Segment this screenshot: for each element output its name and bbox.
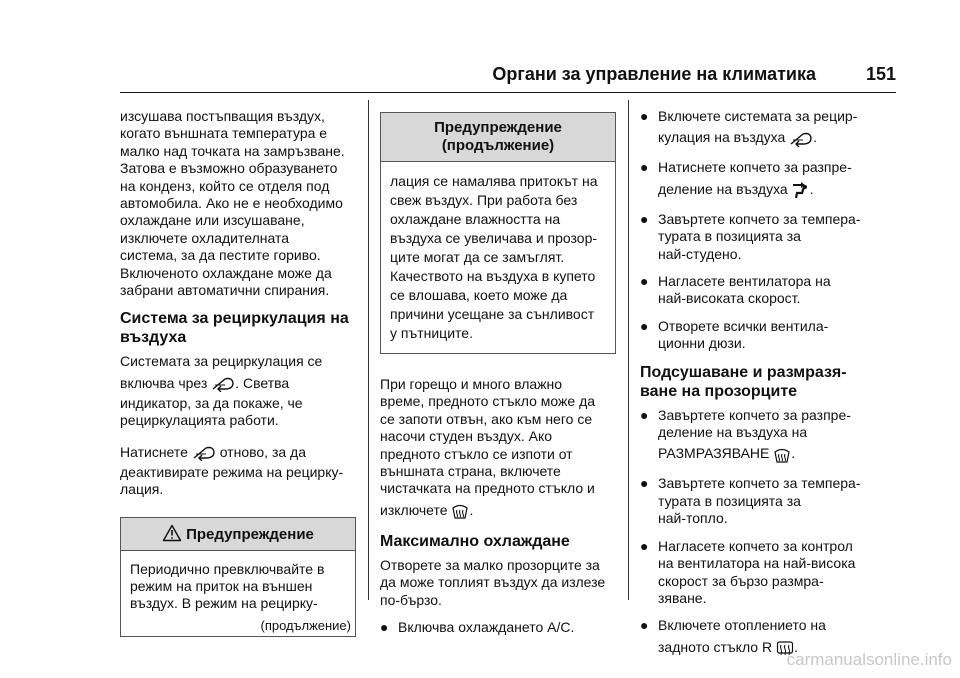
header-divider [120,92,896,93]
recirculation-off-paragraph: Натиснете отново, за да деактивирате режима на рецирку- лация. [120,443,344,498]
list-item: ● Включете системата за рецир- кулация на въздуха . [640,108,880,149]
list-item: ● Завъртете копчето за темпера- турата в позицията за най-студено. [640,210,861,262]
page-number: 151 [865,64,896,84]
windshield-defrost-icon [773,447,791,463]
column-divider-1 [368,100,369,600]
recirculation-icon [789,131,813,147]
section-heading-max-cooling: Максимално охлаждане [380,532,570,550]
column-1 [120,108,356,637]
warning-triangle-icon [162,524,182,542]
list-item: ● Нагласете вентилатора на най-високата скорост. [640,273,831,307]
list-item: ● Включете отоплението на задното стъкло R . [640,617,880,658]
warning-box-continued [380,112,616,354]
recirculation-paragraph: Системата за рециркулация се включва чрез . Светва индикатор, за да покаже, че рециркулацията работи. [120,353,323,429]
bullet-icon: ● [640,273,649,290]
bullet-icon: ● [380,619,389,636]
recirculation-icon [211,376,235,392]
bullet-icon: ● [640,159,649,176]
bullet-icon: ● [640,475,649,492]
bullet-icon: ● [640,108,649,124]
column-2 [380,108,616,646]
section-heading-defrost: Подсушаване и размразя- ване на прозорците [640,363,847,400]
warning-header: Предупреждение [121,518,355,551]
bullet-icon: ● [640,210,649,227]
bullet-icon: ● [640,537,649,554]
list-item: ● Завъртете копчето за разпре- деление на въздуха на РАЗМРАЗЯВАНЕ . [640,407,880,466]
watermark-text: carmanualsonline.info [786,650,952,669]
warning-body: лация се намалява притокът на свеж въздух. При работа без охлаждане влажността на въздуха се увеличава и прозор- ците могат да се замъглят. Качеството на въздуха в купето се влошава, което може да причини усещане за сънливост у пътниците. [390,173,598,341]
column-divider-2 [628,100,629,600]
list-item: ● Завъртете копчето за темпера- турата в позицията за най-топло. [640,475,861,527]
bullet-icon: ● [640,317,649,334]
bullet-icon: ● [640,617,649,634]
max-cooling-paragraph: Отворете за малко прозорците за да може топлият въздух да излезе по-бързо. [380,556,606,608]
fog-paragraph: При горещо и много влажно време, предното стъкло може да се запоти отвън, ако към него се насочи студен въздух. Ако предното стъкло се изпоти от външната страна, включете чистачката на предното стъкло и изключете . [380,376,596,518]
intro-paragraph: изсушава постъпващия въздух, когато външната температура е малко над точката на замръзване. Затова е възможно образуването на конденз, който се отделя под автомобила. Ако не е необходимо охлаждане или изсушаване, изключете охладителната система, за да пестите гориво. Включеното охлаждане може да забрани автоматични спирания. [120,108,345,299]
list-item: ● Натиснете копчето за разпре- деление на въздуха . [640,159,880,200]
page-title: Органи за управление на климатика [492,64,816,84]
warning-body: Периодично превключвайте в режим на приток на външен въздух. В режим на рецирку- [130,560,325,612]
continued-note: (продължение) [260,617,351,633]
warning-header: Предупреждение (продължение) [381,113,615,162]
recirculation-icon [192,445,216,461]
section-heading-recirculation: Система за рециркулация на въздуха [120,310,349,347]
bullet-icon: ● [640,406,649,423]
list-item: ● Нагласете копчето за контрол на вентилатора на най-висока скорост за бързо размра- зяване. [640,537,856,606]
air-distribution-vent-icon [792,181,810,199]
list-item: ● Включва охлаждането A/C. [380,619,575,636]
column-3 [640,108,880,669]
list-item: ● Отворете всички вентила- ционни дюзи. [640,317,829,352]
warning-box [120,517,356,638]
windshield-defrost-icon [451,503,469,519]
